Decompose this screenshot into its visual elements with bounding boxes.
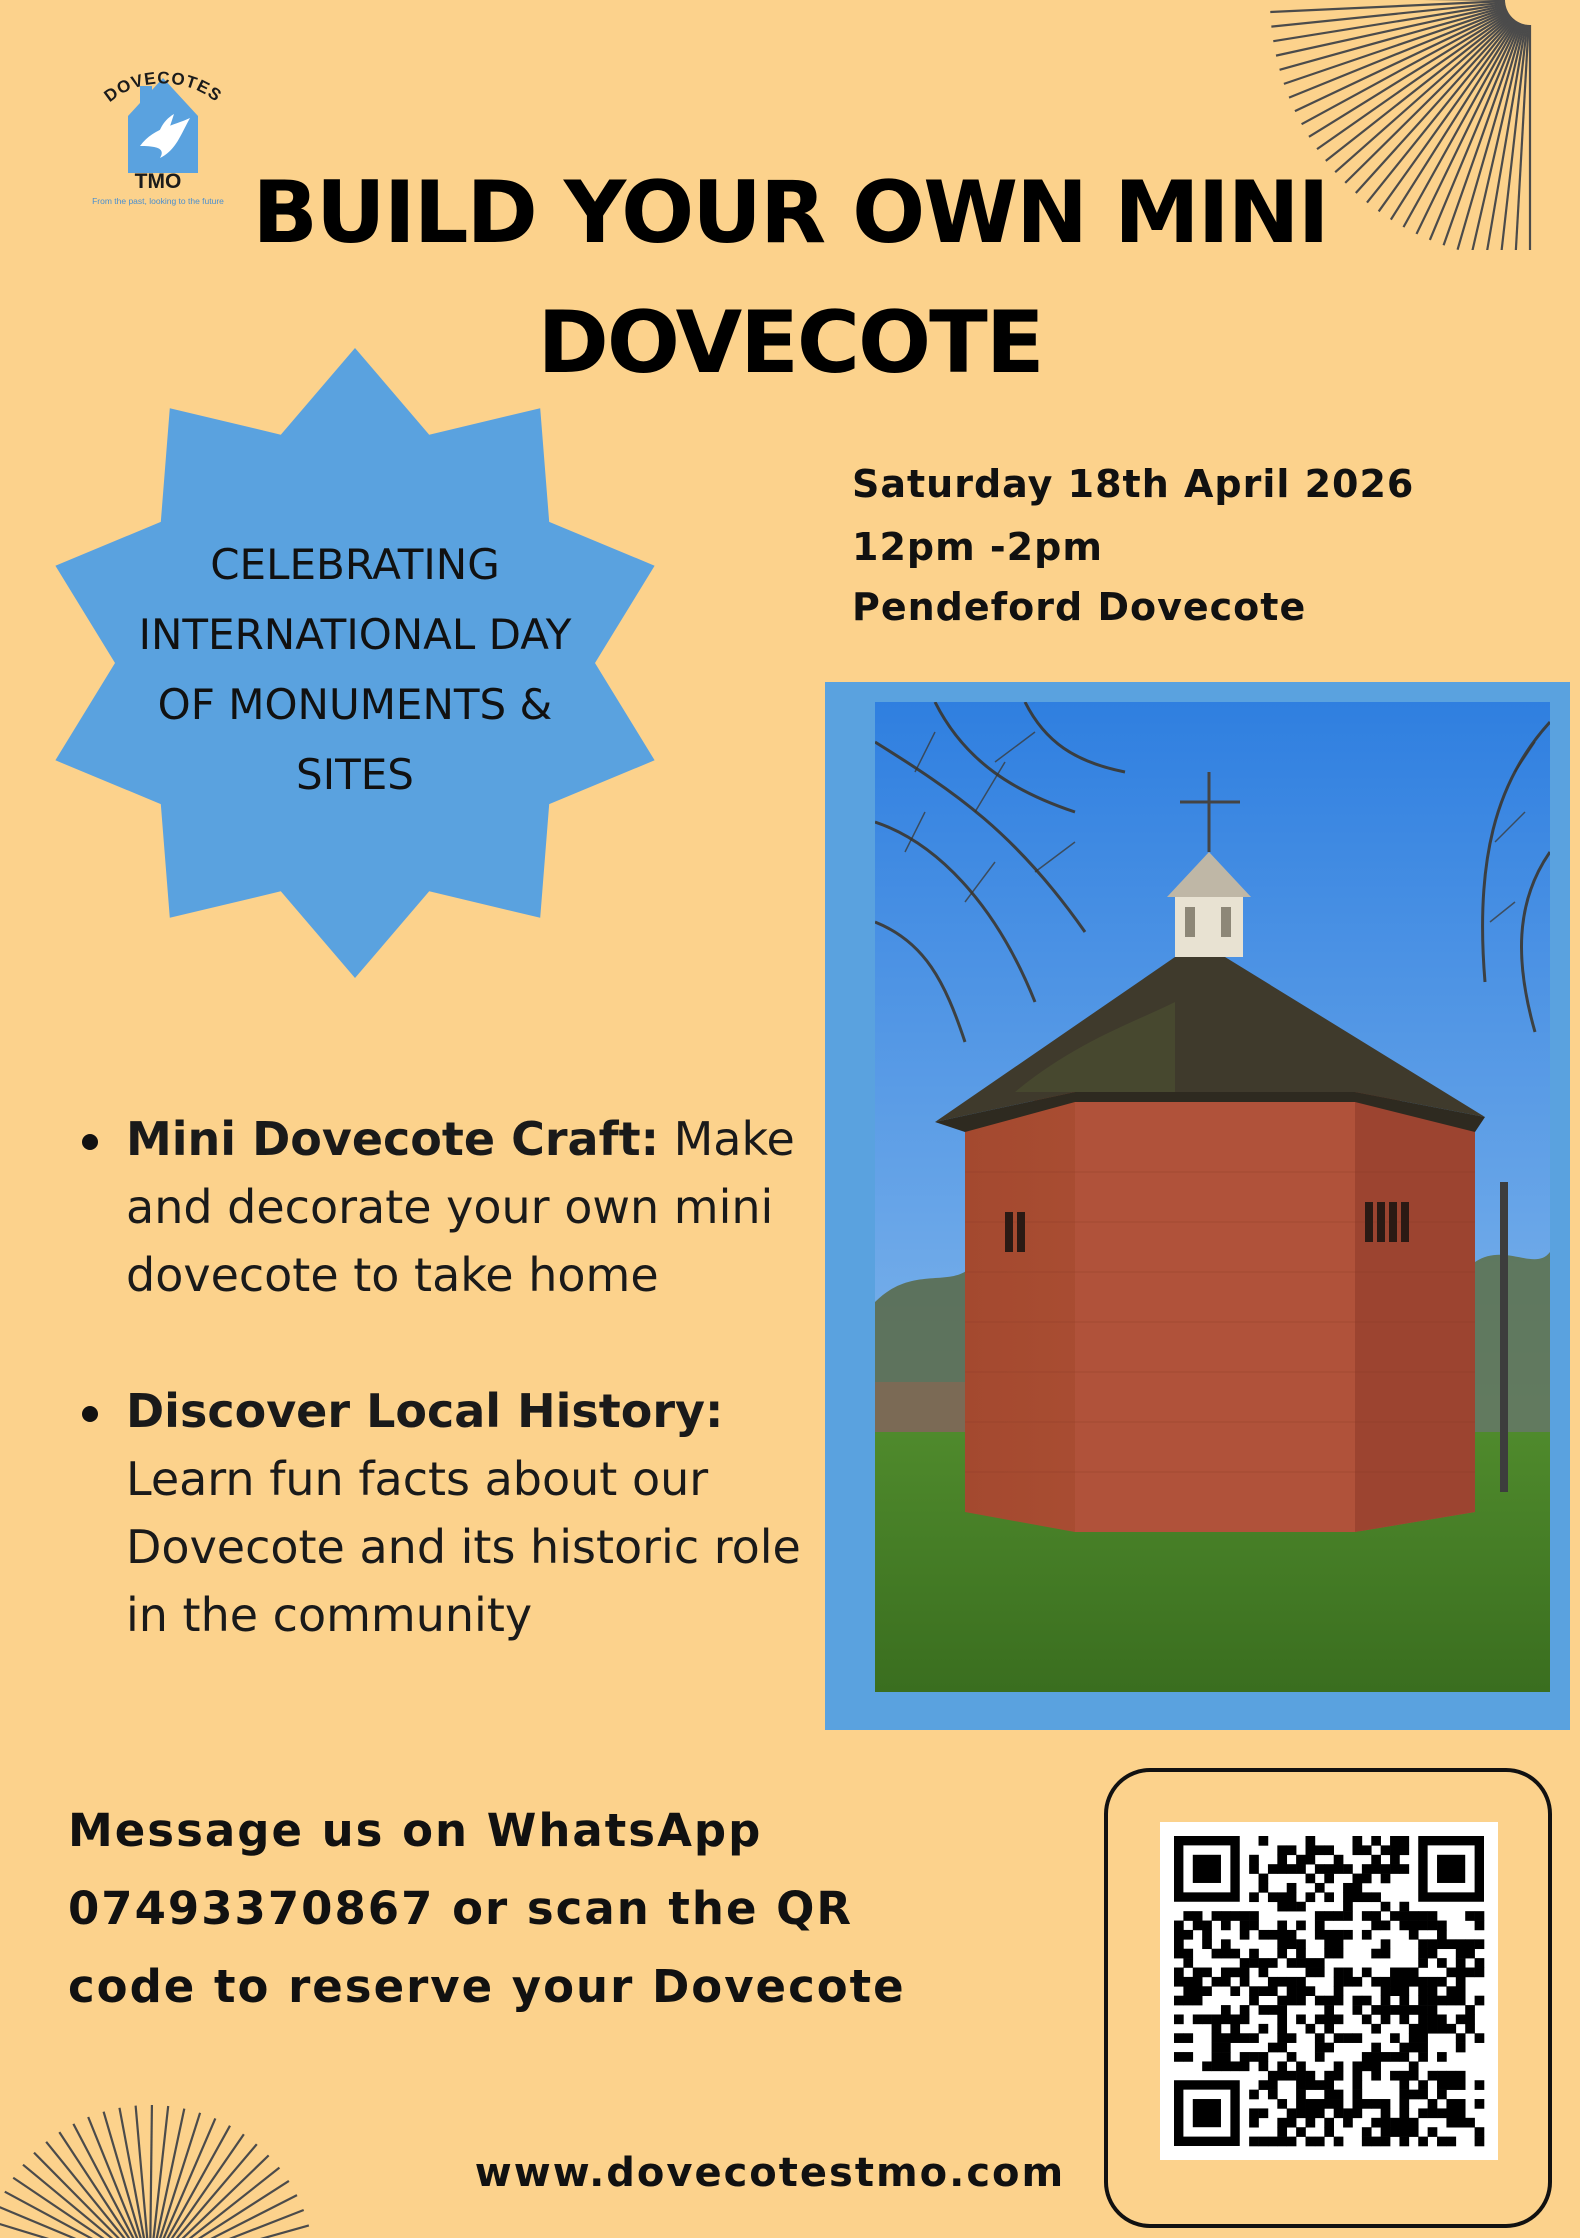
activity-item bbox=[126, 1105, 846, 1309]
activity-text: Make and decorate your own mini dovecote to take home bbox=[126, 1112, 795, 1302]
event-time: 12pm -2pm bbox=[852, 525, 1103, 569]
website-link[interactable]: www.dovecotestmo.com bbox=[474, 2150, 1066, 2196]
badge-text: CELEBRATING INTERNATIONAL DAY OF MONUMENTS & SITES bbox=[138, 540, 572, 799]
svg-text:DOVECOTES: DOVECOTES bbox=[100, 68, 226, 106]
activity-item bbox=[126, 1377, 846, 1649]
activity-heading: Discover Local History: bbox=[126, 1384, 724, 1438]
logo-name: TMO bbox=[134, 170, 182, 193]
activity-heading: Mini Dovecote Craft: bbox=[126, 1112, 659, 1166]
bullet-dot bbox=[82, 1406, 98, 1422]
logo-tagline: From the past, looking to the future bbox=[92, 196, 224, 206]
qr-code-background bbox=[1160, 1822, 1498, 2160]
dovecote-photo bbox=[875, 702, 1550, 1692]
logo-arc-text bbox=[78, 48, 248, 138]
contact-text: Message us on WhatsApp 07493370867 or scan the QR code to reserve your Dovecote bbox=[68, 1804, 906, 2013]
qr-code-icon[interactable] bbox=[1160, 1822, 1498, 2160]
event-location: Pendeford Dovecote bbox=[852, 585, 1307, 629]
activity-text: Learn fun facts about our Dovecote and its historic role in the community bbox=[126, 1452, 801, 1642]
bullet-dot bbox=[82, 1134, 98, 1150]
page-title: BUILD YOUR OWN MINI DOVECOTE bbox=[252, 163, 1328, 393]
sunburst-decoration-icon bbox=[0, 2100, 380, 2238]
event-date: Saturday 18th April 2026 bbox=[852, 462, 1415, 506]
